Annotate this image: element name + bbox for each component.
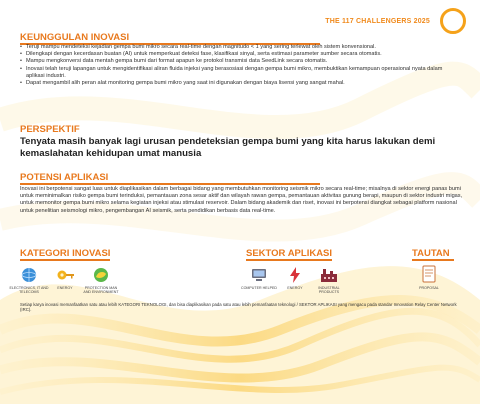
environment-icon bbox=[90, 266, 112, 284]
computer-icon bbox=[248, 266, 270, 284]
perspektif-title: PERSPEKTIF bbox=[20, 124, 80, 135]
kategori-title: KATEGORI INOVASI bbox=[20, 248, 111, 259]
electronics-icon bbox=[18, 266, 40, 284]
sektor-label: COMPUTER HELPED bbox=[241, 286, 277, 290]
keunggulan-item: • Teruji mampu mendeteksi kejadian gempa bumi mikro secara real-time dengan magnitudo < 1 yang sering terlewat oleh sistem konvensional. bbox=[20, 44, 460, 51]
keunggulan-item: • Inovasi telah teruji lapangan untuk mengidentifikasi aliran fluida injeksi yang berasosiasi dengan gempa bumi mikro, membuktikan kemampuan operasional nyata dalam aplikasi industri. bbox=[20, 66, 460, 80]
sektor-underline bbox=[246, 259, 332, 261]
logo-ring-icon bbox=[440, 8, 466, 34]
keunggulan-item: • Mampu mengkonversi data mentah gempa bumi dari format apapun ke protokol transmisi data SeedLink secara otomatis. bbox=[20, 58, 460, 65]
tautan-label[interactable]: PROPOSAL bbox=[419, 286, 439, 290]
keunggulan-item: • Dilengkapi dengan kecerdasan buatan (AI) untuk memperkuat deteksi fase, klasifikasi sinyal, serta estimasi parameter sumber secara otomatis. bbox=[20, 51, 460, 58]
footer-note: Setiap karya inovasi memanfaatkan satu atau lebih KATEGORI TEKNOLOGI, dan bisa diaplikasikan pada satu atau lebih pemanfaatan teknologi / SEKTOR APLIKASI yang mengacu pada standar Innovation Relay Center Network (IRC). bbox=[20, 302, 457, 313]
keunggulan-item: • Dapat mengambil alih peran alat monitoring gempa bumi mikro yang saat ini digunakan dengan biaya lisensi yang sangat mahal. bbox=[20, 80, 460, 87]
document-icon[interactable] bbox=[418, 265, 440, 283]
perspektif-text: Tenyata masih banyak lagi urusan pendeteksian gempa bumi yang kita harus lakukan demi kemaslahatan kehidupan umat manusia bbox=[20, 136, 436, 159]
keunggulan-title: KEUNGGULAN INOVASI bbox=[20, 32, 130, 43]
kategori-label: ENERGY bbox=[57, 286, 73, 290]
kategori-underline bbox=[20, 259, 110, 261]
potensi-underline bbox=[20, 183, 320, 185]
kategori-label: ELECTRONICS, IT AND TELECOMS bbox=[9, 286, 49, 295]
sektor-label: ENERGY bbox=[287, 286, 303, 290]
energy-icon bbox=[284, 266, 306, 284]
sektor-title: SEKTOR APLIKASI bbox=[246, 248, 333, 259]
potensi-title: POTENSI APLIKASI bbox=[20, 172, 109, 183]
potensi-text: Inovasi ini berpotensi sangat luas untuk diaplikasikan dalam berbagai bidang yang membutuhkan monitoring seismik mikro secara real-time; misalnya di sektor energi panas bumi untuk meminimalkan risiko gempa bumi terinduksi, pemantauan zona sesar aktif dan wilayah rawan gempa, pemantauan aktivitas gunung berapi, maupun di sektor industri migas, untuk memonitor gempa bumi mikro selama kegiatan injeksi atau stimulasi reservoir. Dalam bidang akademik dan riset, inovasi ini berpotensi diangkat sebagai platform nasional untuk penelitian seismologi mikro, pengembangan AI seismik, serta pendidikan berbasis data real-time. bbox=[20, 186, 463, 214]
tautan-title: TAUTAN bbox=[412, 248, 450, 259]
header-title: THE 117 CHALLENGERS 2025 bbox=[325, 18, 430, 25]
keunggulan-list bbox=[20, 44, 460, 87]
kategori-label: PROTECTION MAN AND ENVIRONMENT bbox=[83, 286, 119, 295]
sektor-label: INDUSTRIAL PRODUCTS bbox=[318, 286, 340, 295]
industrial-icon bbox=[318, 266, 340, 284]
tautan-underline bbox=[412, 259, 454, 261]
energy-key-icon bbox=[54, 266, 76, 284]
